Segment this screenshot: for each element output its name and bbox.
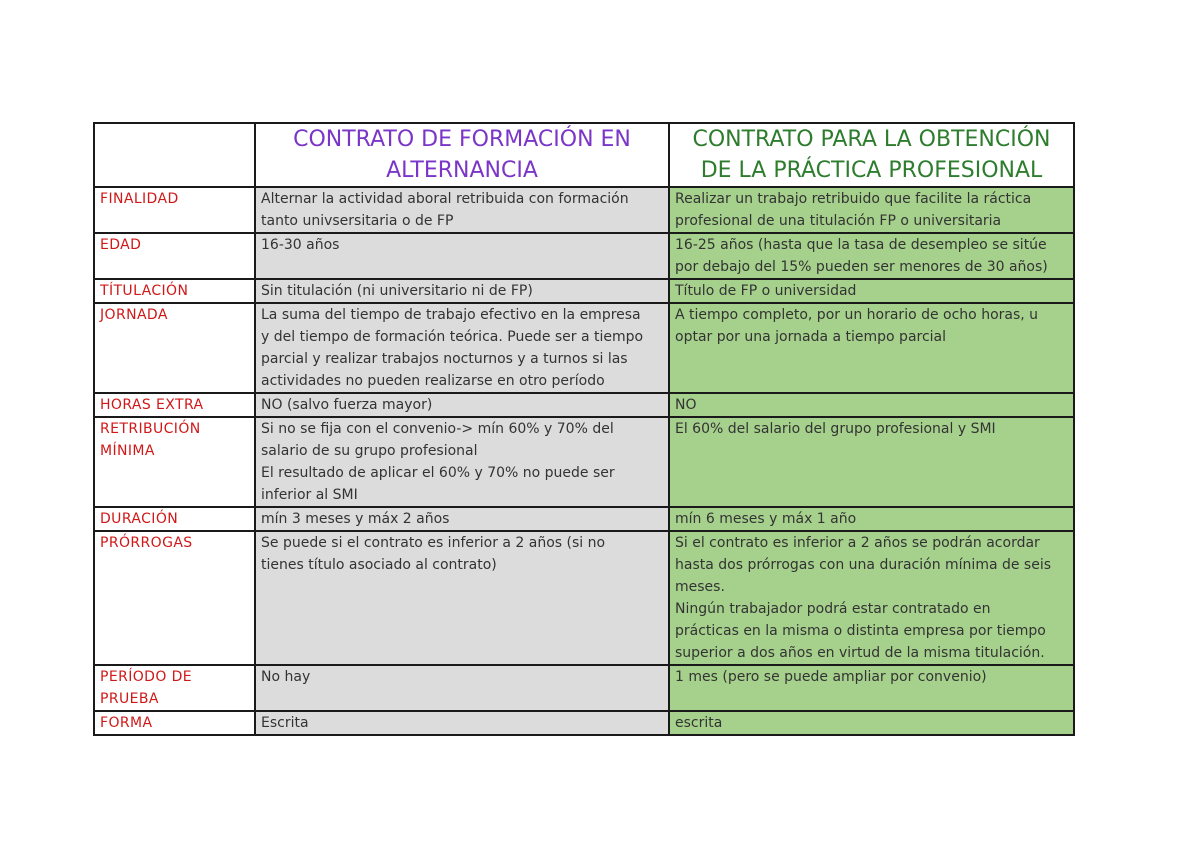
cell-text-line: El 60% del salario del grupo profesional y SMI [675,421,996,437]
cell-text-line: No hay [261,669,311,685]
formacion-cell [255,531,669,665]
cell-text-line: JORNADA [100,307,168,323]
cell-text-line: PRUEBA [100,691,159,707]
header-practica-profesional [669,123,1074,187]
cell-text-line: MÍNIMA [100,443,155,459]
cell-text-line: HORAS EXTRA [100,397,204,413]
table-row [94,711,1074,735]
cell-text-line: prácticas en la misma o distinta empresa por tiempo [675,623,1046,639]
header-empty-cell [94,123,255,187]
cell-text-line: mín 6 meses y máx 1 año [675,511,857,527]
formacion-cell [255,393,669,417]
cell-text-line: superior a dos años en virtud de la misma titulación. [675,645,1045,661]
formacion-cell [255,665,669,711]
cell-text-line: parcial y realizar trabajos nocturnos y a turnos si las [261,351,628,367]
cell-text-line: FINALIDAD [100,191,179,207]
cell-text-line: 16-30 años [261,237,340,253]
cell-text-line: actividades no pueden realizarse en otro período [261,373,605,389]
table-row [94,279,1074,303]
cell-text-line: tienes título asociado al contrato) [261,557,497,573]
cell-text-line: mín 3 meses y máx 2 años [261,511,450,527]
header-practica-line: CONTRATO PARA LA OBTENCIÓN [692,127,1051,152]
table-row [94,417,1074,507]
cell-text-line: meses. [675,579,725,595]
row-label-cell [94,665,255,711]
row-label-cell [94,393,255,417]
cell-text-line: profesional de una titulación FP o universitaria [675,213,1002,229]
practica-cell [669,187,1074,233]
practica-cell [669,507,1074,531]
contract-comparison-table [93,122,1075,736]
cell-text-line: Escrita [261,715,309,731]
formacion-cell [255,711,669,735]
cell-text-line: 1 mes (pero se puede ampliar por convenio) [675,669,987,685]
cell-text-line: hasta dos prórrogas con una duración mínima de seis [675,557,1052,573]
cell-text-line: TÍTULACIÓN [100,283,189,299]
row-label-cell [94,279,255,303]
row-label-cell [94,711,255,735]
cell-text-line: Título de FP o universidad [675,283,857,299]
row-label-cell [94,233,255,279]
cell-text-line: Alternar la actividad aboral retribuida con formación [261,191,629,207]
cell-text-line: Se puede si el contrato es inferior a 2 años (si no [261,535,606,551]
cell-text-line: PRÓRROGAS [100,535,193,551]
table-row [94,303,1074,393]
formacion-cell [255,303,669,393]
cell-text-line: A tiempo completo, por un horario de ocho horas, u [675,307,1039,323]
header-formacion-line: ALTERNANCIA [386,158,538,183]
cell-text-line: El resultado de aplicar el 60% y 70% no puede ser [261,465,615,481]
cell-text-line: Si no se fija con el convenio-> mín 60% y 70% del [261,421,614,437]
practica-cell [669,303,1074,393]
formacion-cell [255,417,669,507]
cell-text-line: FORMA [100,715,153,731]
row-label-cell [94,531,255,665]
cell-text-line: escrita [675,715,723,731]
formacion-cell [255,233,669,279]
header-practica-line: DE LA PRÁCTICA PROFESIONAL [700,158,1043,183]
table-row [94,507,1074,531]
row-label-cell [94,507,255,531]
practica-cell [669,233,1074,279]
cell-text-line: Realizar un trabajo retribuido que facilite la ráctica [675,191,1032,207]
table-row [94,531,1074,665]
practica-cell [669,665,1074,711]
header-formacion-alternancia [255,123,669,187]
cell-text-line: 16-25 años (hasta que la tasa de desempleo se sitúe [675,237,1047,253]
cell-text-line: PERÍODO DE [100,669,193,685]
table-row [94,393,1074,417]
cell-text-line: por debajo del 15% pueden ser menores de 30 años) [675,259,1048,275]
formacion-cell [255,279,669,303]
cell-text-line: optar por una jornada a tiempo parcial [675,329,947,345]
row-label-cell [94,303,255,393]
cell-text-line: salario de su grupo profesional [261,443,478,459]
practica-cell [669,531,1074,665]
cell-text-line: Sin titulación (ni universitario ni de FP) [261,283,533,299]
practica-cell [669,711,1074,735]
row-label-cell [94,417,255,507]
cell-text-line: NO [675,397,697,413]
row-label-cell [94,187,255,233]
cell-text-line: Si el contrato es inferior a 2 años se podrán acordar [675,535,1040,551]
cell-text-line: EDAD [100,237,142,253]
cell-text-line: inferior al SMI [261,487,358,503]
formacion-cell [255,507,669,531]
formacion-cell [255,187,669,233]
practica-cell [669,279,1074,303]
header-formacion-line: CONTRATO DE FORMACIÓN EN [293,127,631,152]
table-row [94,665,1074,711]
cell-text-line: NO (salvo fuerza mayor) [261,397,433,413]
cell-text-line: RETRIBUCIÓN [100,421,201,437]
table-row [94,187,1074,233]
cell-text-line: y del tiempo de formación teórica. Puede ser a tiempo [261,329,644,345]
cell-text-line: DURACIÓN [100,511,179,527]
cell-text-line: La suma del tiempo de trabajo efectivo en la empresa [261,307,641,323]
practica-cell [669,393,1074,417]
rows-body [94,187,1074,735]
table-row [94,233,1074,279]
practica-cell [669,417,1074,507]
cell-text-line: Ningún trabajador podrá estar contratado en [675,601,991,617]
cell-text-line: tanto univsersitaria o de FP [261,213,454,229]
header-row [94,123,1074,187]
